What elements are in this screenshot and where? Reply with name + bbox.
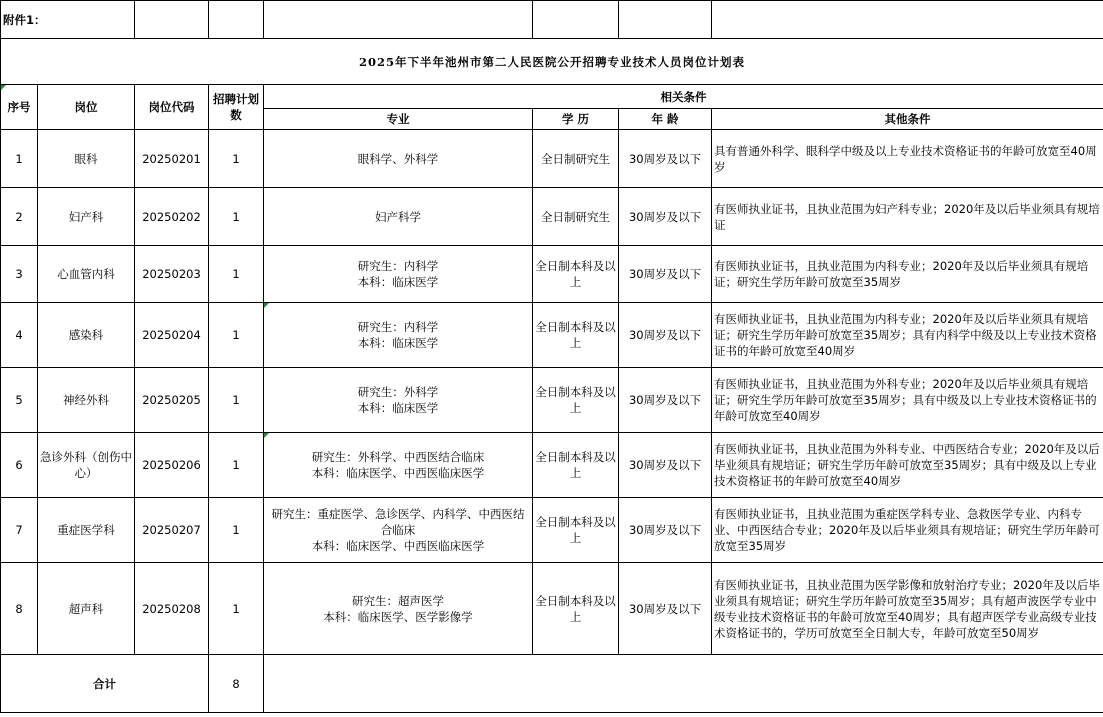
header-other: 其他条件 <box>712 109 1103 130</box>
row-education: 全日制本科及以上 <box>533 368 619 433</box>
row-other: 有医师执业证书，且执业范围为外科专业、中西医结合专业；2020年及以后毕业须具有规培证；研究生学历年龄可放宽至35周岁；具有中级及以上专业技术资格证书的年龄可放宽至40周岁 <box>712 433 1103 498</box>
row-age: 30周岁及以下 <box>619 303 712 368</box>
header-count: 招聘计划数 <box>209 85 264 130</box>
header-position: 岗位 <box>38 85 135 130</box>
total-row <box>1 655 1103 713</box>
row-major: 研究生：内科学 本科：临床医学 <box>264 303 533 368</box>
title-row <box>1 39 1103 85</box>
row-major: 研究生：外科学、中西医结合临床 本科：临床医学、中西医临床医学 <box>264 433 533 498</box>
row-major: 研究生：外科学 本科：临床医学 <box>264 368 533 433</box>
row-age: 30周岁及以下 <box>619 368 712 433</box>
row-education: 全日制研究生 <box>533 130 619 188</box>
row-position: 超声科 <box>38 563 135 655</box>
header-row-1 <box>1 85 1103 109</box>
header-education: 学 历 <box>533 109 619 130</box>
row-position: 重症医学科 <box>38 498 135 563</box>
table-row <box>1 303 1103 368</box>
row-age: 30周岁及以下 <box>619 563 712 655</box>
row-count: 1 <box>209 498 264 563</box>
row-education: 全日制本科及以上 <box>533 246 619 303</box>
header-seq: 序号 <box>1 85 38 130</box>
row-code: 20250208 <box>135 563 209 655</box>
row-seq: 4 <box>1 303 38 368</box>
row-age: 30周岁及以下 <box>619 433 712 498</box>
row-other: 有医师执业证书，且执业范围为内科专业；2020年及以后毕业须具有规培证；研究生学历年龄可放宽至35周岁 <box>712 246 1103 303</box>
table-row <box>1 188 1103 246</box>
row-major: 妇产科学 <box>264 188 533 246</box>
row-education: 全日制本科及以上 <box>533 303 619 368</box>
row-age: 30周岁及以下 <box>619 498 712 563</box>
header-age: 年 龄 <box>619 109 712 130</box>
row-seq: 7 <box>1 498 38 563</box>
row-seq: 8 <box>1 563 38 655</box>
total-label: 合计 <box>1 655 209 713</box>
row-seq: 6 <box>1 433 38 498</box>
table-row <box>1 563 1103 655</box>
row-seq: 3 <box>1 246 38 303</box>
header-related: 相关条件 <box>264 85 1103 109</box>
row-seq: 5 <box>1 368 38 433</box>
row-age: 30周岁及以下 <box>619 246 712 303</box>
row-other: 有医师执业证书，且执业范围为外科专业；2020年及以后毕业须具有规培证；研究生学历年龄可放宽至35周岁；具有中级及以上专业技术资格证书的年龄可放宽至40周岁 <box>712 368 1103 433</box>
row-major: 研究生：重症医学、急诊医学、内科学、中西医结合临床 本科：临床医学、中西医临床医学 <box>264 498 533 563</box>
table-row <box>1 368 1103 433</box>
annex-row <box>1 1 1103 39</box>
row-other: 有医师执业证书，且执业范围为重症医学科专业、急救医学专业、内科专业、中西医结合专业；2020年及以后毕业须具有规培证；研究生学历年龄可放宽至35周岁 <box>712 498 1103 563</box>
row-major: 研究生：内科学 本科：临床医学 <box>264 246 533 303</box>
row-education: 全日制本科及以上 <box>533 433 619 498</box>
row-position: 神经外科 <box>38 368 135 433</box>
table-row <box>1 130 1103 188</box>
row-education: 全日制研究生 <box>533 188 619 246</box>
row-other: 有医师执业证书，且执业范围为内科专业；2020年及以后毕业须具有规培证；研究生学历年龄可放宽至35周岁；具有内科学中级及以上专业技术资格证书的年龄可放宽至40周岁 <box>712 303 1103 368</box>
row-code: 20250203 <box>135 246 209 303</box>
annex-label: 附件1： <box>1 1 135 39</box>
row-education: 全日制本科及以上 <box>533 498 619 563</box>
row-count: 1 <box>209 433 264 498</box>
row-position: 眼科 <box>38 130 135 188</box>
row-code: 20250205 <box>135 368 209 433</box>
row-other: 有医师执业证书，且执业范围为妇产科专业；2020年及以后毕业须具有规培证 <box>712 188 1103 246</box>
row-position: 妇产科 <box>38 188 135 246</box>
row-count: 1 <box>209 246 264 303</box>
row-count: 1 <box>209 130 264 188</box>
page-title: 2025年下半年池州市第二人民医院公开招聘专业技术人员岗位计划表 <box>1 39 1103 85</box>
row-code: 20250202 <box>135 188 209 246</box>
row-other: 有医师执业证书，且执业范围为医学影像和放射治疗专业；2020年及以后毕业须具有规培证；研究生学历年龄可放宽至35周岁；具有超声波医学专业中级专业技术资格证书的年龄可放宽至40周岁；具有超声医学专业高级专业技术资格证书的，学历可放宽至全日制大专，年龄可放宽至50周岁 <box>712 563 1103 655</box>
row-count: 1 <box>209 368 264 433</box>
row-count: 1 <box>209 303 264 368</box>
row-code: 20250207 <box>135 498 209 563</box>
row-major: 研究生：超声医学 本科：临床医学、医学影像学 <box>264 563 533 655</box>
table-row <box>1 498 1103 563</box>
header-code: 岗位代码 <box>135 85 209 130</box>
data-rows <box>1 130 1103 655</box>
table-row <box>1 433 1103 498</box>
row-major: 眼科学、外科学 <box>264 130 533 188</box>
row-position: 心血管内科 <box>38 246 135 303</box>
table-row <box>1 246 1103 303</box>
row-code: 20250201 <box>135 130 209 188</box>
row-code: 20250204 <box>135 303 209 368</box>
row-code: 20250206 <box>135 433 209 498</box>
total-count: 8 <box>209 655 264 713</box>
row-other: 具有普通外科学、眼科学中级及以上专业技术资格证书的年龄可放宽至40周岁 <box>712 130 1103 188</box>
row-position: 急诊外科（创伤中心） <box>38 433 135 498</box>
row-seq: 2 <box>1 188 38 246</box>
row-age: 30周岁及以下 <box>619 188 712 246</box>
row-education: 全日制本科及以上 <box>533 563 619 655</box>
row-age: 30周岁及以下 <box>619 130 712 188</box>
row-seq: 1 <box>1 130 38 188</box>
row-count: 1 <box>209 188 264 246</box>
header-major: 专业 <box>264 109 533 130</box>
row-position: 感染科 <box>38 303 135 368</box>
row-count: 1 <box>209 563 264 655</box>
